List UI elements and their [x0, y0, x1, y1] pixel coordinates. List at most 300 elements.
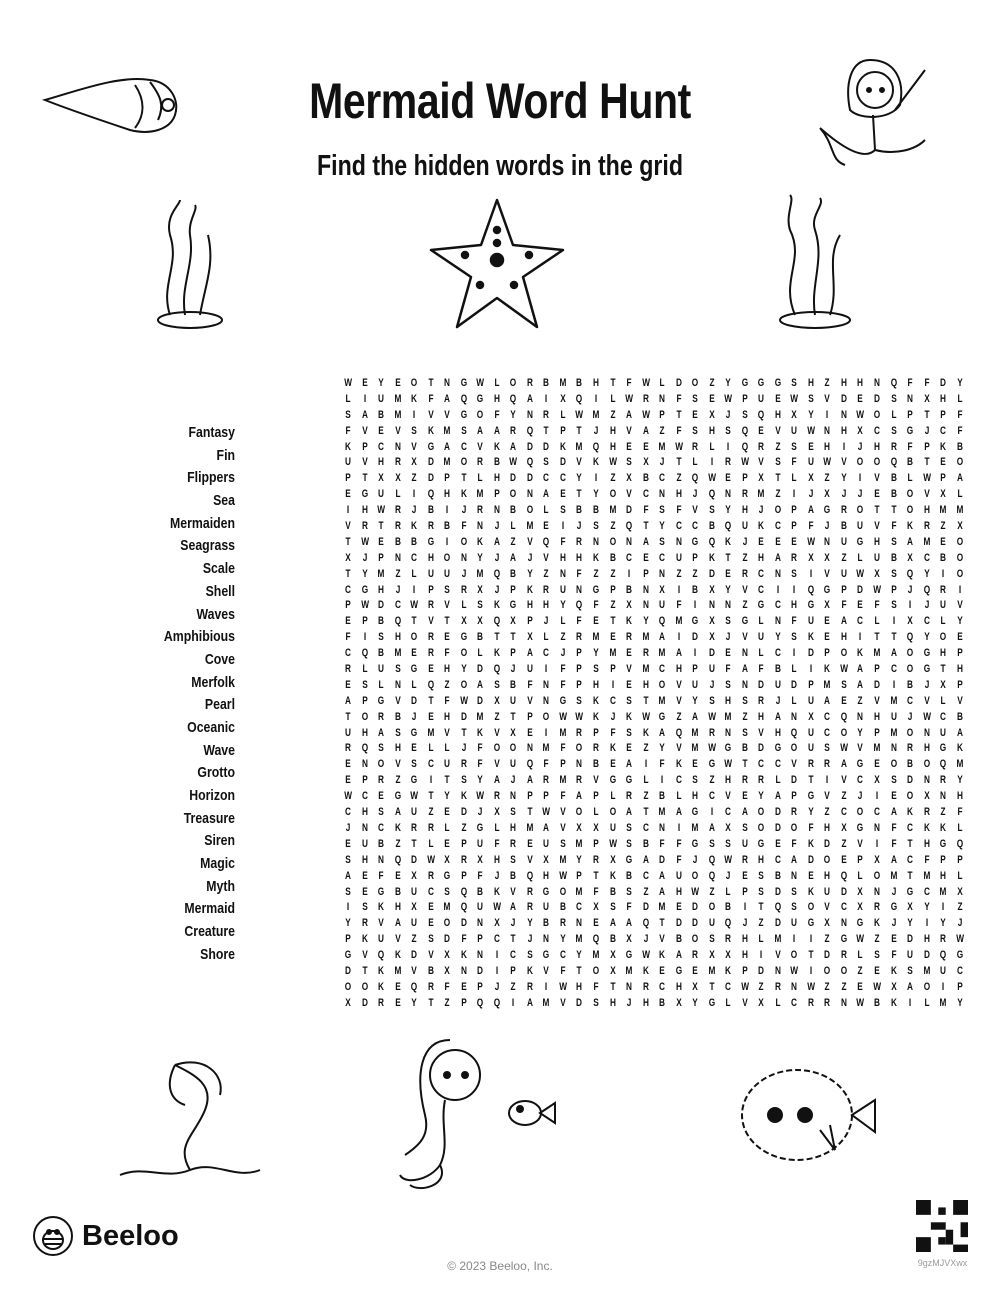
grid-cell[interactable]: F — [527, 678, 533, 691]
grid-cell[interactable]: H — [923, 933, 930, 946]
grid-cell[interactable]: U — [675, 869, 682, 882]
grid-cell[interactable]: R — [626, 790, 633, 803]
grid-cell[interactable]: U — [741, 520, 748, 533]
grid-cell[interactable]: E — [345, 678, 351, 691]
grid-cell[interactable]: K — [592, 551, 599, 564]
grid-cell[interactable]: G — [906, 424, 914, 437]
grid-cell[interactable]: S — [890, 599, 897, 612]
grid-cell[interactable]: H — [361, 806, 368, 819]
grid-cell[interactable]: H — [940, 869, 947, 882]
grid-cell[interactable]: H — [427, 551, 434, 564]
grid-cell[interactable]: K — [378, 980, 385, 993]
grid-cell[interactable]: H — [543, 869, 550, 882]
grid-cell[interactable]: E — [725, 567, 731, 580]
grid-cell[interactable]: S — [494, 678, 500, 691]
grid-cell[interactable]: E — [775, 837, 781, 850]
grid-cell[interactable]: X — [626, 599, 632, 612]
grid-cell[interactable]: K — [493, 647, 500, 660]
grid-cell[interactable]: F — [477, 742, 483, 755]
grid-cell[interactable]: G — [857, 917, 864, 930]
grid-cell[interactable]: W — [559, 869, 567, 882]
grid-cell[interactable]: H — [923, 742, 930, 755]
grid-cell[interactable]: J — [725, 869, 731, 882]
grid-cell[interactable]: S — [345, 853, 351, 866]
grid-cell[interactable]: J — [411, 710, 417, 723]
grid-cell[interactable]: K — [758, 520, 765, 533]
grid-cell[interactable]: O — [906, 663, 914, 676]
grid-cell[interactable]: Z — [709, 885, 715, 898]
grid-cell[interactable]: V — [741, 583, 748, 596]
grid-cell[interactable]: R — [526, 885, 533, 898]
grid-cell[interactable]: F — [626, 901, 632, 914]
grid-cell[interactable]: X — [874, 853, 880, 866]
grid-cell[interactable]: O — [906, 504, 914, 517]
grid-cell[interactable]: P — [593, 790, 599, 803]
grid-cell[interactable]: O — [857, 504, 864, 517]
grid-cell[interactable]: J — [477, 806, 483, 819]
grid-cell[interactable]: W — [542, 806, 551, 819]
grid-cell[interactable]: M — [526, 520, 534, 533]
grid-cell[interactable]: T — [362, 472, 368, 485]
grid-cell[interactable]: P — [477, 933, 484, 946]
grid-cell[interactable]: F — [924, 377, 930, 389]
grid-cell[interactable]: I — [875, 837, 879, 850]
grid-cell[interactable]: I — [644, 758, 647, 771]
grid-cell[interactable]: K — [874, 917, 880, 930]
grid-cell[interactable]: U — [609, 821, 616, 834]
grid-cell[interactable]: Q — [576, 392, 583, 405]
grid-cell[interactable]: H — [741, 504, 748, 517]
grid-cell[interactable]: M — [873, 742, 881, 755]
grid-cell[interactable]: T — [907, 837, 913, 850]
grid-cell[interactable]: B — [956, 710, 963, 723]
grid-cell[interactable]: N — [890, 742, 897, 755]
grid-cell[interactable]: H — [526, 599, 533, 612]
grid-cell[interactable]: Y — [940, 917, 946, 930]
grid-cell[interactable]: F — [626, 377, 632, 389]
grid-cell[interactable]: A — [956, 472, 963, 485]
grid-cell[interactable]: F — [461, 933, 467, 946]
grid-cell[interactable]: P — [874, 663, 880, 676]
grid-cell[interactable]: L — [444, 821, 450, 834]
grid-cell[interactable]: O — [906, 488, 914, 501]
grid-cell[interactable]: N — [444, 377, 451, 389]
grid-cell[interactable]: N — [923, 774, 930, 787]
grid-cell[interactable]: F — [841, 599, 847, 612]
grid-cell[interactable]: P — [345, 933, 351, 946]
grid-cell[interactable]: Y — [576, 949, 583, 962]
grid-cell[interactable]: O — [840, 647, 848, 660]
grid-cell[interactable]: Z — [609, 567, 616, 580]
grid-cell[interactable]: Q — [493, 567, 500, 580]
grid-cell[interactable]: K — [609, 869, 616, 882]
grid-cell[interactable]: Q — [394, 615, 401, 628]
grid-cell[interactable]: Q — [510, 392, 517, 405]
grid-cell[interactable]: W — [575, 408, 584, 421]
grid-cell[interactable]: H — [576, 551, 583, 564]
grid-cell[interactable]: K — [907, 520, 914, 533]
grid-cell[interactable]: J — [775, 694, 781, 707]
grid-cell[interactable]: X — [494, 694, 500, 707]
grid-cell[interactable]: Z — [643, 790, 649, 803]
grid-cell[interactable]: L — [494, 377, 500, 389]
grid-cell[interactable]: B — [874, 996, 880, 1009]
grid-cell[interactable]: V — [477, 440, 484, 453]
grid-cell[interactable]: L — [791, 694, 797, 707]
grid-cell[interactable]: I — [710, 456, 713, 469]
grid-cell[interactable]: E — [808, 440, 814, 453]
grid-cell[interactable]: U — [559, 583, 566, 596]
grid-cell[interactable]: Q — [774, 901, 782, 914]
grid-cell[interactable]: X — [907, 615, 913, 628]
grid-cell[interactable]: Z — [758, 980, 764, 993]
grid-cell[interactable]: P — [692, 551, 698, 564]
grid-cell[interactable]: H — [378, 456, 385, 469]
grid-cell[interactable]: N — [791, 710, 798, 723]
grid-cell[interactable]: R — [791, 551, 798, 564]
grid-cell[interactable]: I — [561, 520, 565, 533]
grid-cell[interactable]: N — [378, 853, 385, 866]
grid-cell[interactable]: X — [857, 901, 864, 914]
grid-cell[interactable]: H — [758, 551, 765, 564]
grid-cell[interactable]: H — [940, 647, 947, 660]
grid-cell[interactable]: Y — [411, 996, 417, 1009]
grid-cell[interactable]: S — [626, 885, 632, 898]
grid-cell[interactable]: Y — [907, 917, 913, 930]
grid-cell[interactable]: H — [824, 869, 831, 882]
grid-cell[interactable]: X — [758, 996, 765, 1009]
grid-cell[interactable]: K — [394, 949, 401, 962]
grid-cell[interactable]: E — [642, 440, 649, 453]
grid-cell[interactable]: F — [560, 742, 566, 755]
grid-cell[interactable]: I — [776, 583, 779, 596]
grid-cell[interactable]: A — [510, 440, 517, 453]
grid-cell[interactable]: A — [493, 424, 500, 437]
grid-cell[interactable]: E — [741, 790, 748, 803]
grid-cell[interactable]: U — [741, 837, 748, 850]
grid-cell[interactable]: S — [510, 853, 517, 866]
grid-cell[interactable]: A — [361, 408, 368, 421]
grid-cell[interactable]: M — [476, 488, 484, 501]
grid-cell[interactable]: E — [543, 520, 550, 533]
grid-cell[interactable]: S — [593, 663, 599, 676]
grid-cell[interactable]: Q — [939, 949, 947, 962]
grid-cell[interactable]: K — [411, 392, 418, 405]
grid-cell[interactable]: S — [791, 440, 798, 453]
grid-cell[interactable]: L — [758, 933, 764, 946]
grid-cell[interactable]: C — [857, 615, 864, 628]
grid-cell[interactable]: E — [378, 424, 384, 437]
grid-cell[interactable]: A — [642, 853, 649, 866]
grid-cell[interactable]: K — [592, 456, 599, 469]
grid-cell[interactable]: Z — [874, 933, 880, 946]
grid-cell[interactable]: K — [477, 535, 484, 548]
grid-cell[interactable]: O — [477, 408, 484, 421]
grid-cell[interactable]: X — [477, 615, 484, 628]
grid-cell[interactable]: G — [758, 837, 765, 850]
grid-cell[interactable]: W — [707, 472, 716, 485]
grid-cell[interactable]: W — [807, 980, 815, 993]
grid-cell[interactable]: P — [940, 853, 946, 866]
grid-cell[interactable]: C — [345, 583, 351, 596]
grid-cell[interactable]: E — [626, 742, 632, 755]
grid-cell[interactable]: R — [626, 631, 633, 644]
grid-cell[interactable]: U — [477, 901, 484, 914]
grid-cell[interactable]: N — [477, 949, 484, 962]
grid-cell[interactable]: G — [460, 631, 467, 644]
grid-cell[interactable]: C — [692, 520, 699, 533]
grid-cell[interactable]: H — [923, 837, 930, 850]
grid-cell[interactable]: U — [659, 599, 666, 612]
grid-cell[interactable]: M — [923, 964, 931, 977]
grid-cell[interactable]: I — [694, 647, 697, 660]
grid-cell[interactable]: O — [510, 488, 517, 501]
grid-cell[interactable]: A — [626, 917, 633, 930]
grid-cell[interactable]: I — [908, 599, 912, 612]
grid-cell[interactable]: R — [758, 440, 765, 453]
grid-cell[interactable]: G — [741, 377, 748, 389]
grid-cell[interactable]: D — [411, 853, 418, 866]
grid-cell[interactable]: Z — [510, 980, 516, 993]
grid-cell[interactable]: Y — [378, 377, 384, 389]
grid-cell[interactable]: N — [741, 678, 748, 691]
grid-cell[interactable]: A — [394, 806, 401, 819]
grid-cell[interactable]: Z — [940, 806, 946, 819]
grid-cell[interactable]: Q — [906, 631, 914, 644]
grid-cell[interactable]: R — [427, 821, 434, 834]
grid-cell[interactable]: W — [724, 853, 733, 866]
grid-cell[interactable]: A — [890, 647, 897, 660]
grid-cell[interactable]: U — [543, 901, 550, 914]
grid-cell[interactable]: V — [857, 837, 864, 850]
grid-cell[interactable]: M — [658, 440, 666, 453]
grid-cell[interactable]: A — [543, 821, 550, 834]
grid-cell[interactable]: P — [477, 980, 484, 993]
grid-cell[interactable]: O — [758, 806, 765, 819]
grid-cell[interactable]: D — [510, 472, 517, 485]
grid-cell[interactable]: J — [411, 504, 417, 517]
grid-cell[interactable]: Z — [824, 933, 830, 946]
grid-cell[interactable]: P — [576, 647, 583, 660]
grid-cell[interactable]: H — [361, 504, 368, 517]
grid-cell[interactable]: R — [427, 631, 434, 644]
grid-cell[interactable]: Y — [560, 599, 566, 612]
grid-cell[interactable]: J — [858, 440, 863, 453]
grid-cell[interactable]: E — [427, 710, 434, 723]
grid-cell[interactable]: J — [362, 551, 367, 564]
grid-cell[interactable]: D — [774, 806, 781, 819]
grid-cell[interactable]: L — [857, 551, 863, 564]
grid-cell[interactable]: S — [626, 821, 632, 834]
grid-cell[interactable]: I — [743, 901, 746, 914]
grid-cell[interactable]: G — [691, 615, 699, 628]
grid-cell[interactable]: D — [345, 964, 351, 977]
grid-cell[interactable]: M — [757, 488, 765, 501]
grid-cell[interactable]: O — [840, 726, 848, 739]
grid-cell[interactable]: C — [907, 853, 914, 866]
grid-cell[interactable]: X — [890, 980, 897, 993]
grid-cell[interactable]: X — [477, 583, 484, 596]
grid-cell[interactable]: O — [774, 504, 782, 517]
grid-cell[interactable]: Q — [493, 663, 500, 676]
grid-cell[interactable]: O — [460, 647, 467, 660]
grid-cell[interactable]: C — [543, 472, 550, 485]
grid-cell[interactable]: M — [774, 933, 782, 946]
grid-cell[interactable]: Z — [395, 774, 401, 787]
grid-cell[interactable]: V — [444, 599, 450, 612]
grid-cell[interactable]: A — [857, 678, 864, 691]
grid-cell[interactable]: J — [858, 790, 863, 803]
grid-cell[interactable]: C — [824, 710, 831, 723]
grid-cell[interactable]: I — [446, 504, 449, 517]
grid-cell[interactable]: I — [346, 901, 350, 914]
grid-cell[interactable]: J — [808, 488, 814, 501]
grid-cell[interactable]: I — [627, 567, 631, 580]
grid-cell[interactable]: O — [592, 964, 600, 977]
grid-cell[interactable]: A — [444, 392, 451, 405]
grid-cell[interactable]: I — [842, 440, 846, 453]
grid-cell[interactable]: Q — [906, 567, 914, 580]
grid-cell[interactable]: A — [659, 885, 666, 898]
grid-cell[interactable]: G — [477, 392, 484, 405]
grid-cell[interactable]: B — [774, 869, 781, 882]
grid-cell[interactable]: G — [857, 535, 864, 548]
grid-cell[interactable]: G — [427, 440, 434, 453]
grid-cell[interactable]: J — [494, 520, 500, 533]
grid-cell[interactable]: X — [626, 472, 632, 485]
grid-cell[interactable]: C — [427, 758, 434, 771]
grid-cell[interactable]: U — [874, 551, 880, 564]
grid-cell[interactable]: H — [444, 663, 451, 676]
grid-cell[interactable]: P — [510, 583, 517, 596]
grid-cell[interactable]: D — [692, 917, 699, 930]
grid-cell[interactable]: Q — [675, 726, 682, 739]
grid-cell[interactable]: X — [642, 456, 649, 469]
grid-cell[interactable]: U — [840, 535, 847, 548]
grid-cell[interactable]: G — [427, 535, 434, 548]
grid-cell[interactable]: J — [907, 710, 913, 723]
grid-cell[interactable]: M — [575, 837, 583, 850]
grid-cell[interactable]: G — [708, 758, 715, 771]
grid-cell[interactable]: T — [659, 917, 665, 930]
grid-cell[interactable]: C — [642, 869, 649, 882]
grid-cell[interactable]: B — [890, 472, 897, 485]
grid-cell[interactable]: K — [708, 551, 715, 564]
grid-cell[interactable]: P — [527, 710, 533, 723]
grid-cell[interactable]: W — [955, 933, 964, 946]
grid-cell[interactable]: S — [741, 694, 748, 707]
grid-cell[interactable]: J — [511, 663, 516, 676]
grid-cell[interactable]: R — [923, 520, 930, 533]
grid-cell[interactable]: S — [692, 424, 698, 437]
grid-cell[interactable]: M — [592, 631, 600, 644]
grid-cell[interactable]: I — [941, 567, 945, 580]
grid-cell[interactable]: R — [543, 583, 550, 596]
grid-cell[interactable]: P — [460, 837, 467, 850]
grid-cell[interactable]: E — [345, 488, 351, 501]
grid-cell[interactable]: I — [346, 504, 350, 517]
grid-cell[interactable]: H — [576, 980, 583, 993]
grid-cell[interactable]: O — [543, 710, 550, 723]
grid-cell[interactable]: M — [956, 758, 964, 771]
grid-cell[interactable]: E — [775, 535, 781, 548]
grid-cell[interactable]: N — [526, 488, 533, 501]
grid-cell[interactable]: L — [907, 472, 913, 485]
grid-cell[interactable]: H — [824, 821, 831, 834]
grid-cell[interactable]: U — [791, 424, 798, 437]
grid-cell[interactable]: W — [608, 456, 617, 469]
grid-cell[interactable]: V — [741, 631, 748, 644]
grid-cell[interactable]: R — [526, 377, 533, 389]
grid-cell[interactable]: H — [493, 472, 500, 485]
grid-cell[interactable]: N — [675, 535, 682, 548]
grid-cell[interactable]: W — [410, 790, 419, 803]
grid-cell[interactable]: E — [427, 917, 434, 930]
grid-cell[interactable]: Z — [841, 980, 847, 993]
grid-cell[interactable]: S — [791, 567, 798, 580]
grid-cell[interactable]: E — [378, 535, 384, 548]
grid-cell[interactable]: E — [890, 933, 897, 946]
grid-cell[interactable]: N — [543, 694, 550, 707]
grid-cell[interactable]: E — [692, 758, 698, 771]
grid-cell[interactable]: T — [609, 615, 616, 628]
grid-cell[interactable]: L — [593, 806, 599, 819]
grid-cell[interactable]: B — [626, 869, 633, 882]
grid-cell[interactable]: G — [840, 933, 848, 946]
grid-cell[interactable]: P — [824, 647, 831, 660]
grid-cell[interactable]: M — [609, 504, 616, 517]
grid-cell[interactable]: H — [444, 488, 451, 501]
grid-cell[interactable]: H — [956, 663, 963, 676]
grid-cell[interactable]: J — [494, 583, 500, 596]
grid-cell[interactable]: L — [758, 647, 764, 660]
grid-cell[interactable]: V — [444, 408, 450, 421]
grid-cell[interactable]: W — [476, 377, 485, 389]
grid-cell[interactable]: V — [626, 488, 632, 501]
grid-cell[interactable]: I — [875, 790, 879, 803]
grid-cell[interactable]: A — [526, 647, 533, 660]
grid-cell[interactable]: W — [344, 790, 353, 803]
grid-cell[interactable]: P — [510, 647, 517, 660]
grid-cell[interactable]: R — [758, 694, 765, 707]
grid-cell[interactable]: F — [543, 758, 549, 771]
grid-cell[interactable]: E — [609, 758, 616, 771]
grid-cell[interactable]: U — [510, 758, 517, 771]
grid-cell[interactable]: V — [378, 917, 384, 930]
grid-cell[interactable]: D — [361, 996, 368, 1009]
grid-cell[interactable]: O — [691, 933, 699, 946]
grid-cell[interactable]: N — [874, 821, 880, 834]
grid-cell[interactable]: C — [840, 901, 847, 914]
grid-cell[interactable]: L — [924, 996, 930, 1009]
grid-cell[interactable]: Q — [361, 742, 368, 755]
grid-cell[interactable]: T — [510, 933, 516, 946]
grid-cell[interactable]: Y — [576, 472, 583, 485]
grid-cell[interactable]: W — [641, 710, 650, 723]
grid-cell[interactable]: F — [659, 837, 665, 850]
grid-cell[interactable]: C — [840, 806, 847, 819]
grid-cell[interactable]: E — [940, 535, 946, 548]
grid-cell[interactable]: G — [543, 949, 550, 962]
grid-cell[interactable]: E — [394, 377, 401, 389]
grid-cell[interactable]: O — [576, 806, 583, 819]
grid-cell[interactable]: I — [446, 535, 449, 548]
grid-cell[interactable]: D — [460, 710, 467, 723]
grid-cell[interactable]: Y — [725, 583, 731, 596]
grid-cell[interactable]: K — [824, 663, 831, 676]
grid-cell[interactable]: O — [873, 869, 881, 882]
grid-cell[interactable]: E — [444, 631, 450, 644]
